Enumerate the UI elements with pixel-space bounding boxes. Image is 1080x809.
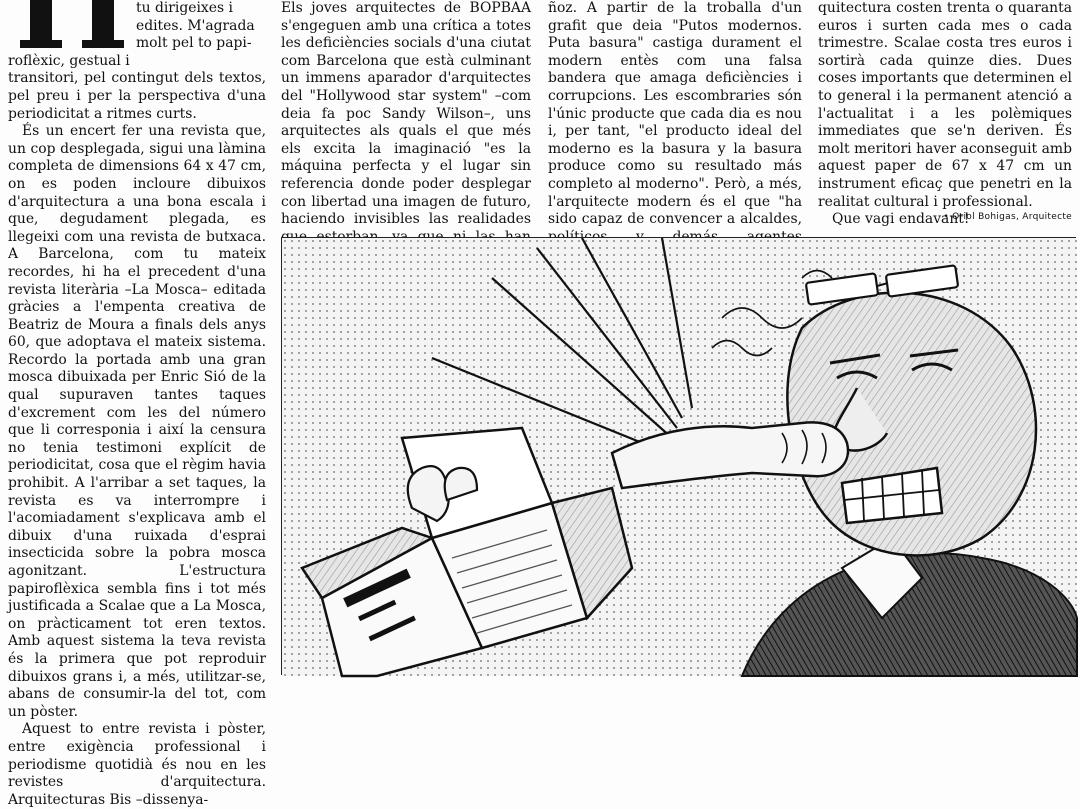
intro-paragraph: transitori, pel contingut dels textos, pel preu i per la perspectiva d'una periodicitat a ritmes curts. [8, 70, 266, 122]
column-4-paragraph-2: Que vagi endavant! [832, 211, 970, 228]
column-2-text: Els joves arquitectes de BOPBAA s'engeguen amb una crítica a totes les deficiències socials d'una ciutat com Barcelona que està culminant un immens aparador d'arquitectes del "Hollywood star system" –com deia fa poc Sandy Wilson–, uns arquitectes als quals el que més els excita la imaginació "es la máquina perfecta y el lugar sin referencia donde poder desplegar con libertad una imagen de futuro, haciendo invisibles las realidades [281, 0, 531, 228]
column-3-text: ñoz. A partir de la troballa d'un grafit que deia "Putos modernos. Puta basura" castiga durament el modern entès com una falsa bandera que amaga deficiències i corrupcions. Les escombraries són l'únic producte que cada dia es nou i, per tant, "el producto ideal del moderno es la basura y la basura produce como su resultado más completo al moderno". Però, a més, l'arquitecte modern és el que "ha sido capaz de convencer a alcaldes, [548, 0, 802, 228]
article-column-1 [8, 0, 266, 808]
column-4-paragraph-1: quitectura costen trenta o quaranta euros i surten cada mes o cada trimestre. Scalae costa tres euros i sortirà cada quinze dies. Dues coses importants que determinen el to general i la permanent atenció a l'actualitat i a les polèmiques immediates que se'n deriven. És molt meritori haver aconseguit amb aquest paper de 67 x 47 cm un instrument eficaç que penetri en la realitat cultural i professional. [818, 0, 1072, 210]
author-signature: • Oriol Bohigas, Arquitecte [943, 212, 1072, 222]
intro-line-1: tu dirigeixes i [136, 0, 233, 16]
article-column-3 [548, 0, 802, 230]
drop-cap [8, 0, 136, 48]
intro-line-2: edites. M'agrada [136, 17, 255, 34]
man-holding-nose-reading-magazine-image [282, 238, 1077, 676]
cartoon-illustration [281, 237, 1076, 675]
drop-cap-letter-h [8, 0, 136, 48]
intro-line-4: roflèxic, gestual i [8, 52, 130, 69]
intro-line-3: molt pel to papi- [136, 35, 252, 52]
paragraph-3: Aquest to entre revista i pòster, entre exigència professional i periodisme quotidià és nou en les revistes d'arquitectura. Arquitecturas Bis –dissenya- [8, 721, 266, 808]
paragraph-2: És un encert fer una revista que, un cop desplegada, sigui una làmina completa de dimensions 64 x 47 cm, on es poden incloure dibuixos d'arquitectura a una bona escala i que, degudament plegada, es llegeixi com una revista de butxaca. A Barcelona, com tu mateix recordes, hi ha el precedent d'una revista literària –La Mosca– editada gràcies a l'empenta creativa de Beatriz de Moura a finals dels anys 60, que adoptava el mateix sistema. Recordo la portada amb una gran mosca dibuixada per Enric Sió de la qual supuraven tantes taques d'excrement com les del número que li corresponia i així la censura no tenia testimoni explícit de periodicitat, cosa que el règim havia prohibit. A l'arribar a set taques, la revista es va interrompre i l'acomiadament s'explicava amb el dibuix d'una ruixada d'esprai insecticida sobre la pobra mosca agonitzant. L'estructura papiroflèxica sembla fins i tot més justificada a Scalae que a La Mosca, on pràcticament tot eren textos. Amb aquest sistema la teva revista és la primera que pot reproduir dibuixos grans i, a més, utilitzar-se, abans de consumir-la del tot, com un pòster. [8, 123, 266, 720]
article-column-2 [281, 0, 531, 230]
